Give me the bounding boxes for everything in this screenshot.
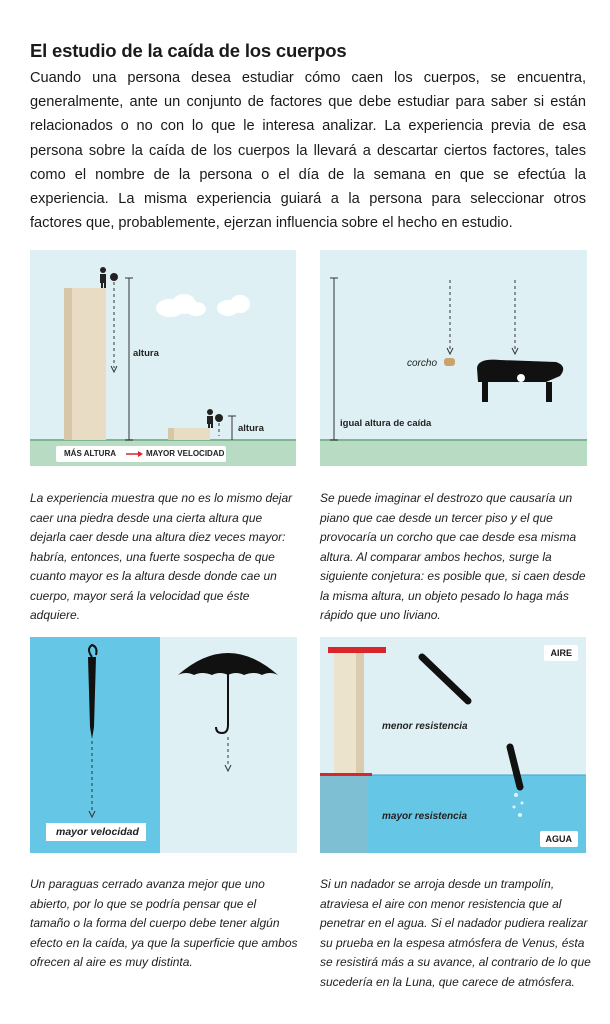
label-mayor-resistencia: mayor resistencia: [382, 811, 468, 822]
page-title: El estudio de la caída de los cuerpos: [30, 40, 347, 61]
legend-mas-altura: MÁS ALTURA: [64, 449, 116, 458]
intro-text: Cuando una persona desea estudiar cómo caen los cuerpos, se encuentra, generalmente, ante un conjunto de factores que debe estudiar para saber si están relacionados o no con lo que le interesa analizar. La experiencia previa de esa persona sobre la caída de los cuerpos la llevará a descartar ciertos factores, tales como el nombre de la persona o el día de la semana en que se efectúa la experiencia. La misma experiencia guiará a la persona para seleccionar otros factores que, probablemente, ejerzan influencia sobre el hecho en estudio.: [30, 70, 586, 232]
legend-mayor-velocidad: MAYOR VELOCIDAD: [146, 449, 225, 458]
label-corcho: corcho: [407, 358, 438, 369]
label-menor-resistencia: menor resistencia: [382, 721, 468, 732]
label-altura-short: altura: [238, 423, 264, 434]
caption-piano-cork: Se puede imaginar el destrozo que causaría un piano que cae desde un tercer piso y el que provocaría un corcho que cae desde esa misma altura. Al comparar ambos hechos, surge la siguiente conjetura: es posible que, si caen desde la misma altura, un objeto pesado lo haga más rápido que uno liviano.: [320, 491, 586, 622]
illustration-piano-cork: [320, 250, 587, 466]
label-agua: AGUA: [540, 831, 579, 847]
label-igual-altura: igual altura de caída: [340, 418, 432, 429]
illustration-umbrellas: [30, 637, 297, 853]
caption-umbrellas: Un paraguas cerrado avanza mejor que uno abierto, por lo que se podría pensar que el tamaño o la forma del cuerpo debe tener algún efecto en la caída, ya que la superficie que ambos ofrecen al aire es muy distinta.: [30, 877, 298, 969]
label-altura-tall: altura: [133, 348, 159, 359]
label-mayor-velocidad: mayor velocidad: [56, 826, 139, 838]
illustration-diver: [320, 637, 586, 853]
illustration-height: [30, 250, 296, 466]
caption-height: La experiencia muestra que no es lo mismo dejar caer una piedra desde una cierta altura que dejarla caer desde una altura diez veces mayor: habría, entonces, una fuerte sospecha de que cuanto mayor es la altura desde donde cae un cuerpo, mayor será la velocidad que éste adquiere.: [30, 491, 293, 622]
label-aire: AIRE: [544, 645, 578, 661]
intro-paragraph: [30, 66, 586, 235]
caption-diver: Si un nadador se arroja desde un trampolín, atraviesa el aire con menor resistencia que al penetrar en el agua. Si el nadador pudiera realizar su prueba en la espesa atmósfera de Venus, ésta se resistirá más a su avance, al contrario de lo que sucedería en la Luna, que carece de atmósfera.: [320, 877, 591, 989]
